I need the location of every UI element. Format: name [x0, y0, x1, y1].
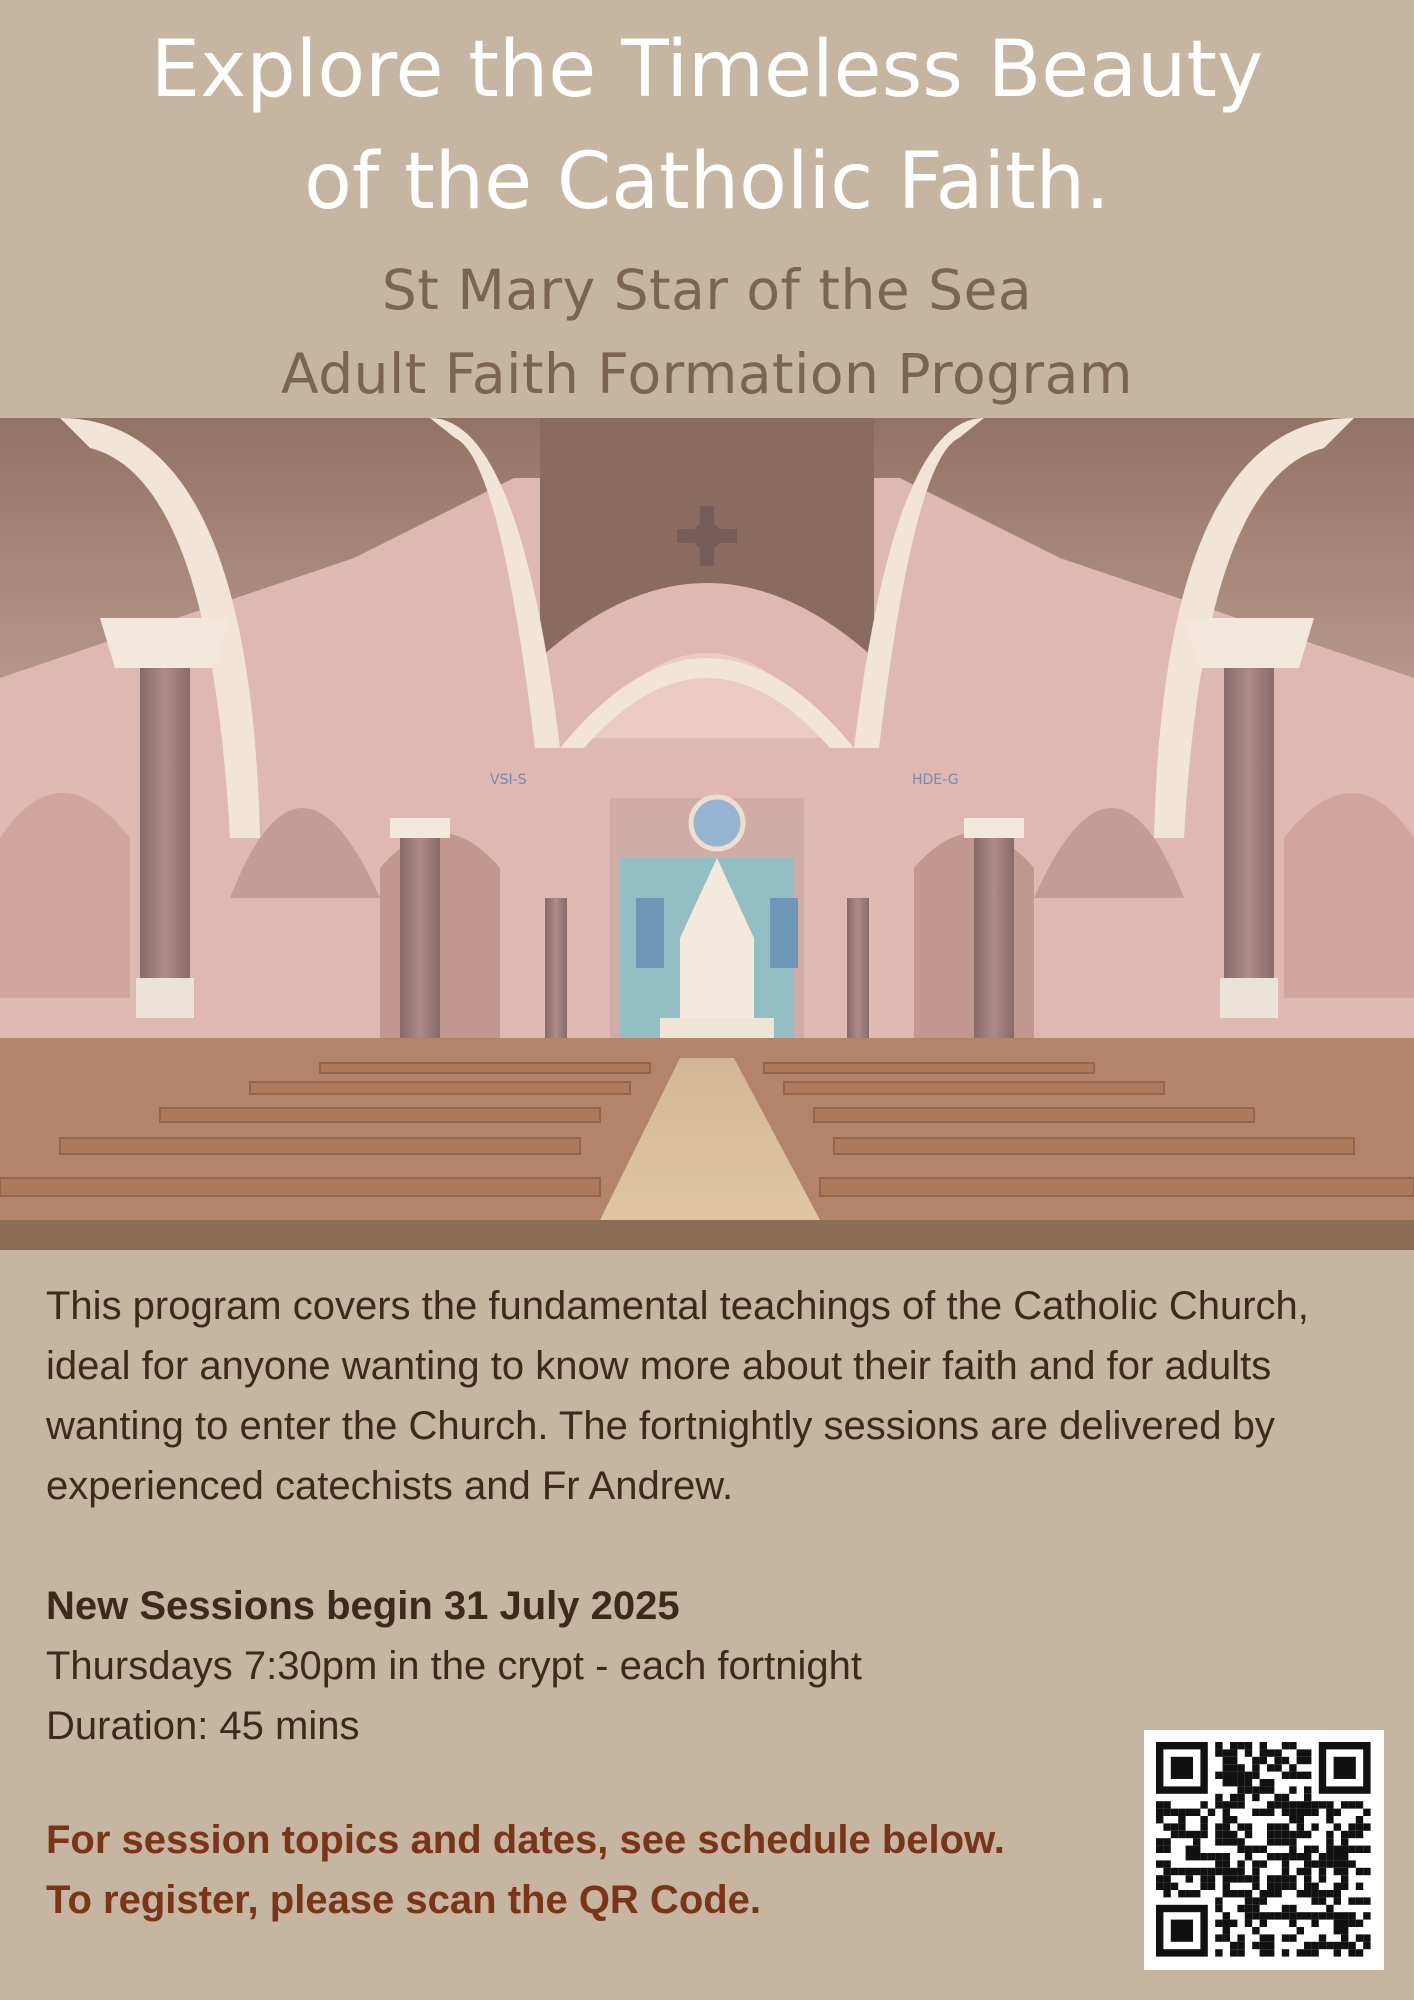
subtitle-line-2: Adult Faith Formation Program	[281, 342, 1133, 406]
title-line-1: Explore the Timeless Beauty	[150, 25, 1264, 115]
sessions-duration: Duration: 45 mins	[46, 1704, 360, 1748]
poster-title	[0, 14, 1414, 238]
poster-subtitle	[0, 248, 1414, 416]
cta-register-note: To register, please scan the QR Code.	[46, 1878, 762, 1922]
cta-schedule-note: For session topics and dates, see schedule below.	[46, 1818, 1005, 1862]
sessions-schedule: Thursdays 7:30pm in the crypt - each fortnight	[46, 1644, 862, 1688]
qr-code-icon[interactable]	[1144, 1730, 1384, 1970]
arch-inscription-right: HDE-G	[912, 772, 959, 788]
program-description: This program covers the fundamental teachings of the Catholic Church, ideal for anyone wanting to know more about their faith and for adults wanting to enter the Church. The fortnightly sessions are delivered by experienced catechists and Fr Andrew.	[46, 1284, 1309, 1508]
header	[0, 0, 1414, 418]
divider-band	[0, 1220, 1414, 1250]
arch-inscription-left: VSI-S	[490, 772, 527, 788]
sessions-headline: New Sessions begin 31 July 2025	[46, 1584, 680, 1628]
subtitle-line-1: St Mary Star of the Sea	[381, 258, 1033, 322]
church-interior-photo	[0, 418, 1414, 1220]
title-line-2: of the Catholic Faith.	[304, 137, 1110, 227]
